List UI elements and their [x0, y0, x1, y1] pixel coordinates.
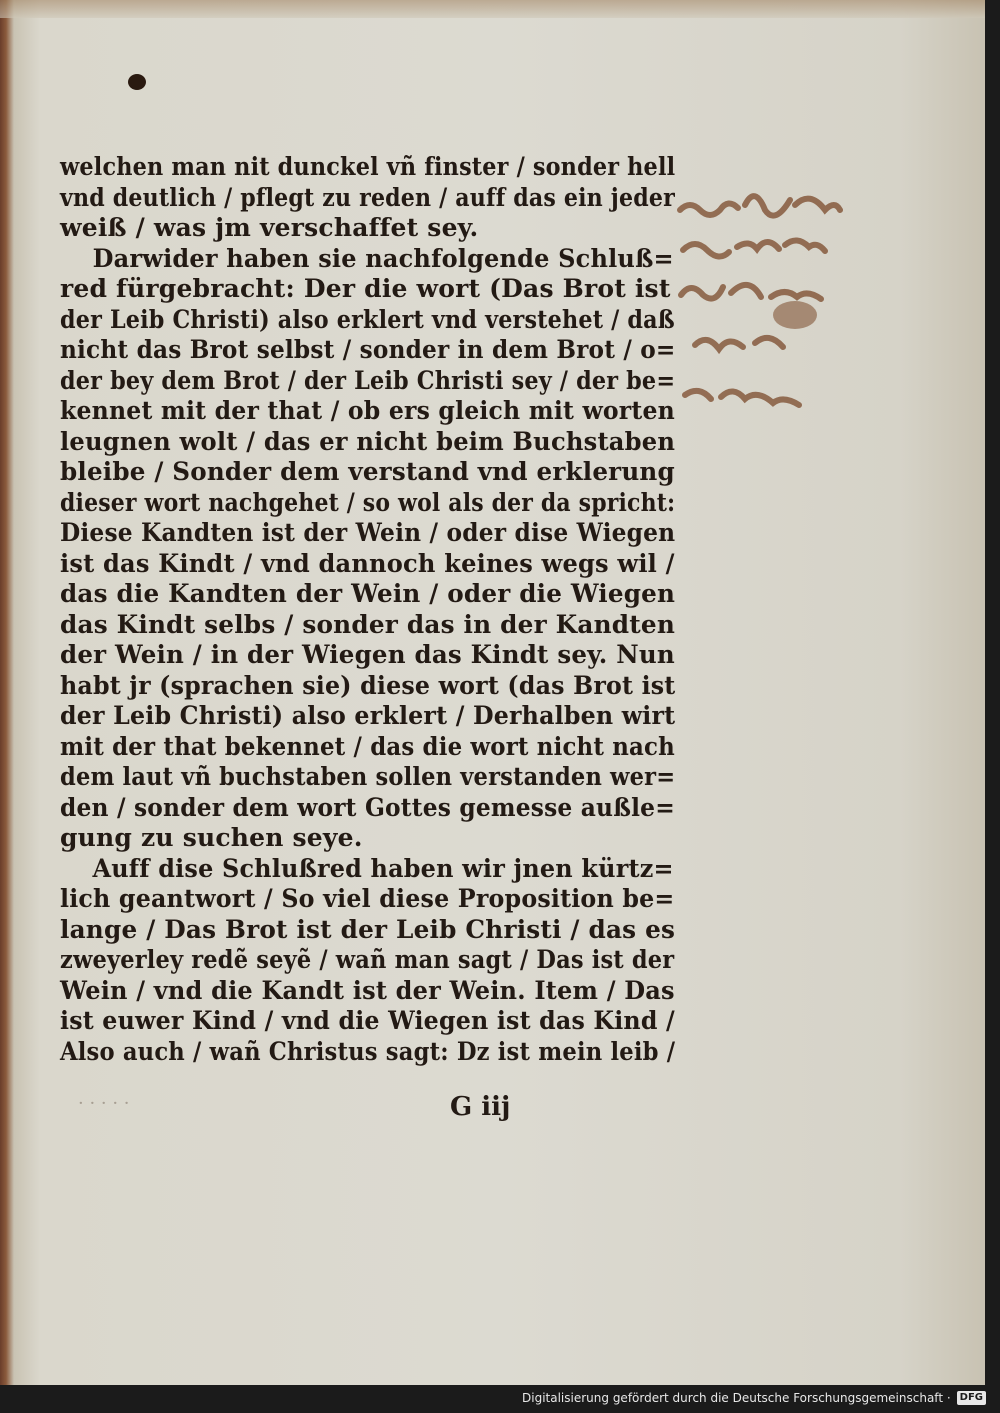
- handwritten-margin-annotation: [675, 175, 845, 445]
- text-line: habt jr (sprachen sie) diese wort (das Brot ist: [60, 670, 676, 700]
- text-line: ist das Kindt / vnd dannoch keines wegs wil /: [60, 548, 675, 578]
- page-edge-shadow: [0, 0, 985, 18]
- text-line: der Leib Christi) also erklert / Derhalben wirt: [60, 701, 676, 730]
- text-line: Auff dise Schlußred haben wir jnen kürtz=: [92, 853, 674, 883]
- text-line: das die Kandten der Wein / oder die Wiegen: [60, 579, 676, 608]
- text-line: Also auch / wañ Christus sagt: Dz ist mein leib /: [60, 1036, 676, 1066]
- text-line: Diese Kandten ist der Wein / oder dise Wiegen: [60, 518, 676, 547]
- text-line: lich geantwort / So viel diese Proposition be=: [60, 884, 675, 913]
- ink-stain: [773, 301, 817, 329]
- digitization-footer: [522, 1387, 986, 1409]
- text-line: kennet mit der that / ob ers gleich mit worten: [60, 396, 675, 425]
- ink-spot: [128, 74, 146, 90]
- text-line: Darwider haben sie nachfolgende Schluß=: [92, 243, 674, 273]
- text-line: ist euwer Kind / vnd die Wiegen ist das Kind /: [60, 1006, 675, 1035]
- dfg-logo-icon: DFG: [957, 1391, 986, 1405]
- text-line: bleibe / Sonder dem verstand vnd erklerung: [60, 457, 675, 486]
- text-line: dem laut vñ buchstaben sollen verstanden wer=: [60, 762, 676, 791]
- handwriting-strokes: [675, 175, 845, 445]
- signature-mark: G iij: [450, 1092, 511, 1122]
- text-line: Wein / vnd die Kandt ist der Wein. Item / Das: [60, 975, 675, 1005]
- text-line: red fürgebracht: Der die wort (Das Brot ist: [60, 274, 671, 303]
- text-line: der bey dem Brot / der Leib Christi sey / der be=: [60, 365, 676, 395]
- show-through-text: · · · · ·: [78, 1093, 130, 1114]
- footer-credit: Digitalisierung gefördert durch die Deutsche Forschungsgemeinschaft ·: [522, 1391, 951, 1405]
- text-line: mit der that bekennet / das die wort nicht nach: [60, 731, 675, 761]
- text-line: gung zu suchen seye.: [60, 823, 363, 852]
- text-line: den / sonder dem wort Gottes gemesse außle=: [60, 792, 675, 822]
- text-line: lange / Das Brot ist der Leib Christi / das es: [60, 914, 676, 944]
- text-line: nicht das Brot selbst / sonder in dem Brot / o=: [60, 335, 676, 364]
- text-line: das Kindt selbs / sonder das in der Kandten: [60, 609, 676, 639]
- text-line: dieser wort nachgehet / so wol als der da spricht:: [60, 487, 676, 517]
- text-line: der Leib Christi) also erklert vnd verstehet / daß: [60, 304, 675, 334]
- text-line: weiß / was jm verschaffet sey.: [60, 213, 479, 242]
- text-line: zweyerley redẽ seyẽ / wañ man sagt / Das ist der: [60, 945, 675, 974]
- text-line: welchen man nit dunckel vñ finster / sonder hell: [60, 152, 676, 181]
- text-line: vnd deutlich / pflegt zu reden / auff das ein jeder: [60, 182, 675, 212]
- text-line: leugnen wolt / das er nicht beim Buchstaben: [60, 426, 676, 456]
- main-text-block: [60, 152, 675, 1067]
- text-line: der Wein / in der Wiegen das Kindt sey. Nun: [60, 640, 675, 669]
